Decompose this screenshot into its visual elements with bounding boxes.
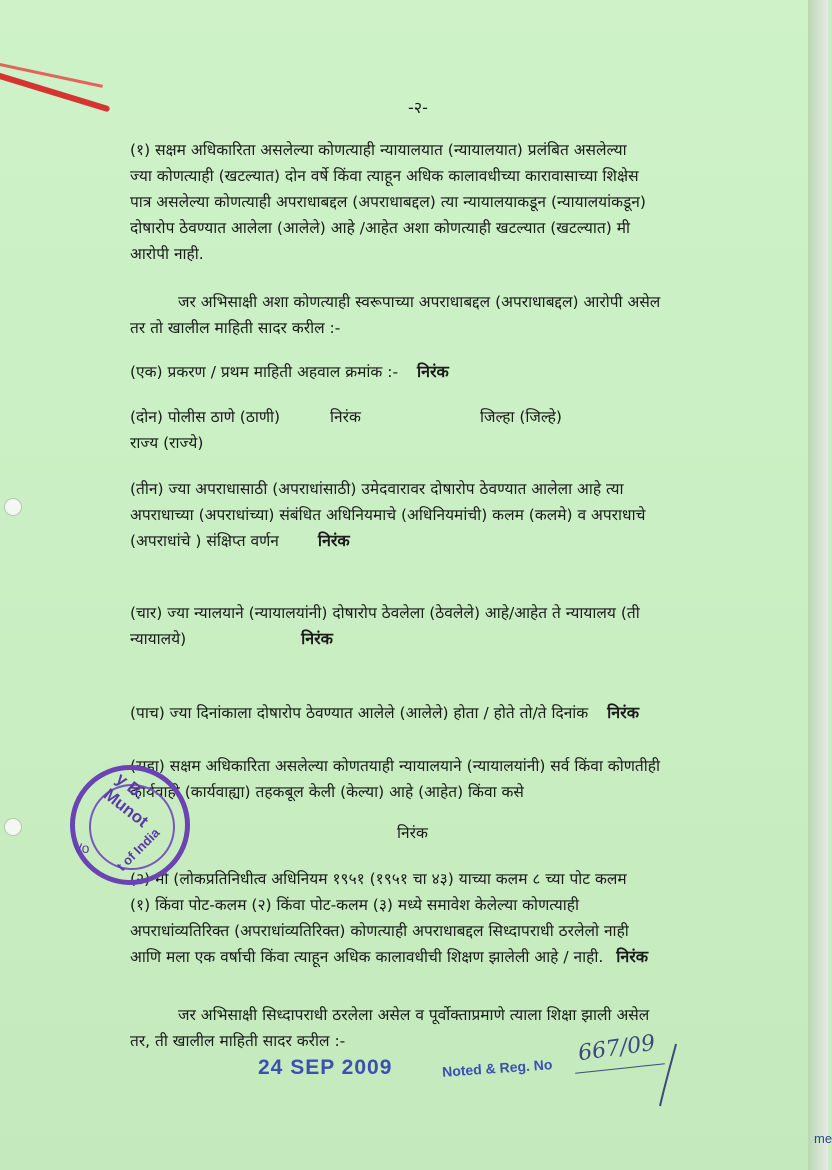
item-teen xyxy=(130,476,720,554)
accused-intro-line: जर अभिसाक्षी अशा कोणत्याही स्वरूपाच्या अपराधाबद्दल (अपराधाबद्दल) आरोपी असेल xyxy=(178,293,661,311)
clause-2-value: निरंक xyxy=(616,947,649,966)
item-ek-label: (एक) प्रकरण / प्रथम माहिती अहवाल क्रमांक :- xyxy=(130,363,399,381)
clause-2-line: (१) किंवा पोट-कलम (२) किंवा पोट-कलम (३) मध्ये समावेश केलेल्या कोणत्याही xyxy=(130,896,580,914)
clause-1-line: दोषारोप ठेवण्यात आलेला (आलेले) आहे /आहेत अशा कोणत्याही खटल्यात (खटल्यात) मी xyxy=(130,219,630,237)
item-char-line: (चार) ज्या न्यालयाने (न्यायालयांनी) दोषारोप ठेवलेला (ठेवलेले) आहे/आहेत ते न्यायालय (ती xyxy=(130,604,640,622)
clause-1-line: आरोपी नाही. xyxy=(130,245,204,263)
item-char-value: निरंक xyxy=(301,629,333,648)
item-teen-last: (अपराधांचे ) संक्षिप्त वर्णन xyxy=(130,532,279,550)
item-ek-value: निरंक xyxy=(416,362,449,381)
clause-2-line: अपराधांव्यतिरिक्त (अपराधांव्यतिरिक्त) कोणत्याही अपराधाबद्दल सिध्दापराधी ठरलेलो नाही xyxy=(130,922,629,940)
item-pach-label: (पाच) ज्या दिनांकाला दोषारोप ठेवण्यात आलेले (आलेले) होता / होते तो/ते दिनांक xyxy=(130,704,589,722)
item-saha-value: निरंक xyxy=(397,824,428,842)
seal-text: Vo xyxy=(73,840,90,856)
notary-seal xyxy=(70,765,190,885)
item-don-value: निरंक xyxy=(330,408,361,426)
date-stamp: 24 SEP 2009 xyxy=(258,1056,393,1079)
item-saha xyxy=(130,753,720,805)
item-pach-value: निरंक xyxy=(607,703,640,722)
adjacent-page-edge xyxy=(808,0,832,1170)
clause-2-line: (२) मी (लोकप्रतिनिधीत्व अधिनियम १९५१ (१९५१ चा ४३) याच्या कलम ८ च्या पोट कलम xyxy=(130,870,627,888)
noted-reg-stamp: Noted & Reg. No xyxy=(441,1056,553,1080)
clause-1-line: ज्या कोणत्याही (खटल्यात) दोन वर्षे किंवा त्याहून अधिक कालावधीच्या कारावासाच्या शिक्षेस xyxy=(130,167,639,185)
accused-intro-line: तर तो खालील माहिती सादर करील :- xyxy=(130,319,341,337)
convicted-intro-line: तर, ती खालील माहिती सादर करील :- xyxy=(130,1032,346,1050)
registration-number: 667/09 xyxy=(576,1030,657,1067)
item-don-state: राज्य (राज्ये) xyxy=(130,434,204,452)
item-ek xyxy=(130,359,449,385)
clause-1 xyxy=(130,137,720,267)
item-saha-line: (सहा) सक्षम अधिकारिता असलेल्या कोणतयाही न्यायालयाने (न्यायालयांनी) सर्व किंवा कोणतीही xyxy=(130,757,661,775)
item-teen-value: निरंक xyxy=(317,531,350,550)
item-teen-line: अपराधाच्या (अपराधांच्या) संबंधित अधिनियमाचे (अधिनियमांची) कलम (कलमे) व अपराधाचे xyxy=(130,506,646,524)
item-saha-line: कार्यवाही (कार्यवाह्या) तहकबूल केली (केल्या) आहे (आहेत) किंवा कसे xyxy=(130,783,524,801)
seal-text: y B. Munot xyxy=(99,768,152,832)
clause-2-last: आणि मला एक वर्षाची किंवा त्याहून अधिक कालावधीची शिक्षण झालेली आहे / नाही. xyxy=(130,948,604,966)
clause-1-line: पात्र असलेल्या कोणत्याही अपराधाबद्दल (अपराधाबद्दल) त्या न्यायालयाकडून (न्यायालयांकडून) xyxy=(130,193,646,211)
item-don-district: जिल्हा (जिल्हे) xyxy=(480,408,562,426)
punch-hole-bottom xyxy=(4,818,22,836)
signature-stroke xyxy=(652,1040,682,1110)
seal-text: t of India xyxy=(113,825,163,874)
page-number: -२- xyxy=(408,98,428,117)
convicted-intro-line: जर अभिसाक्षी सिध्दापराधी ठरलेला असेल व पूर्वोक्ताप्रमाणे त्याला शिक्षा झाली असेल xyxy=(178,1006,650,1024)
edge-text: me xyxy=(814,1131,832,1146)
item-don-label: (दोन) पोलीस ठाणे (ठाणी) xyxy=(130,408,281,426)
clause-1-line: (१) सक्षम अधिकारिता असलेल्या कोणत्याही न्यायालयात (न्यायालयात) प्रलंबित असलेल्या xyxy=(130,141,627,159)
clause-2 xyxy=(130,866,720,970)
accused-intro xyxy=(130,289,720,341)
item-char xyxy=(130,600,720,652)
item-char-line: न्यायालये) xyxy=(130,630,187,648)
item-pach xyxy=(130,700,639,726)
item-teen-line: (तीन) ज्या अपराधासाठी (अपराधांसाठी) उमेदवारावर दोषारोप ठेवण्यात आलेला आहे त्या xyxy=(130,480,624,498)
punch-hole-top xyxy=(4,498,22,516)
